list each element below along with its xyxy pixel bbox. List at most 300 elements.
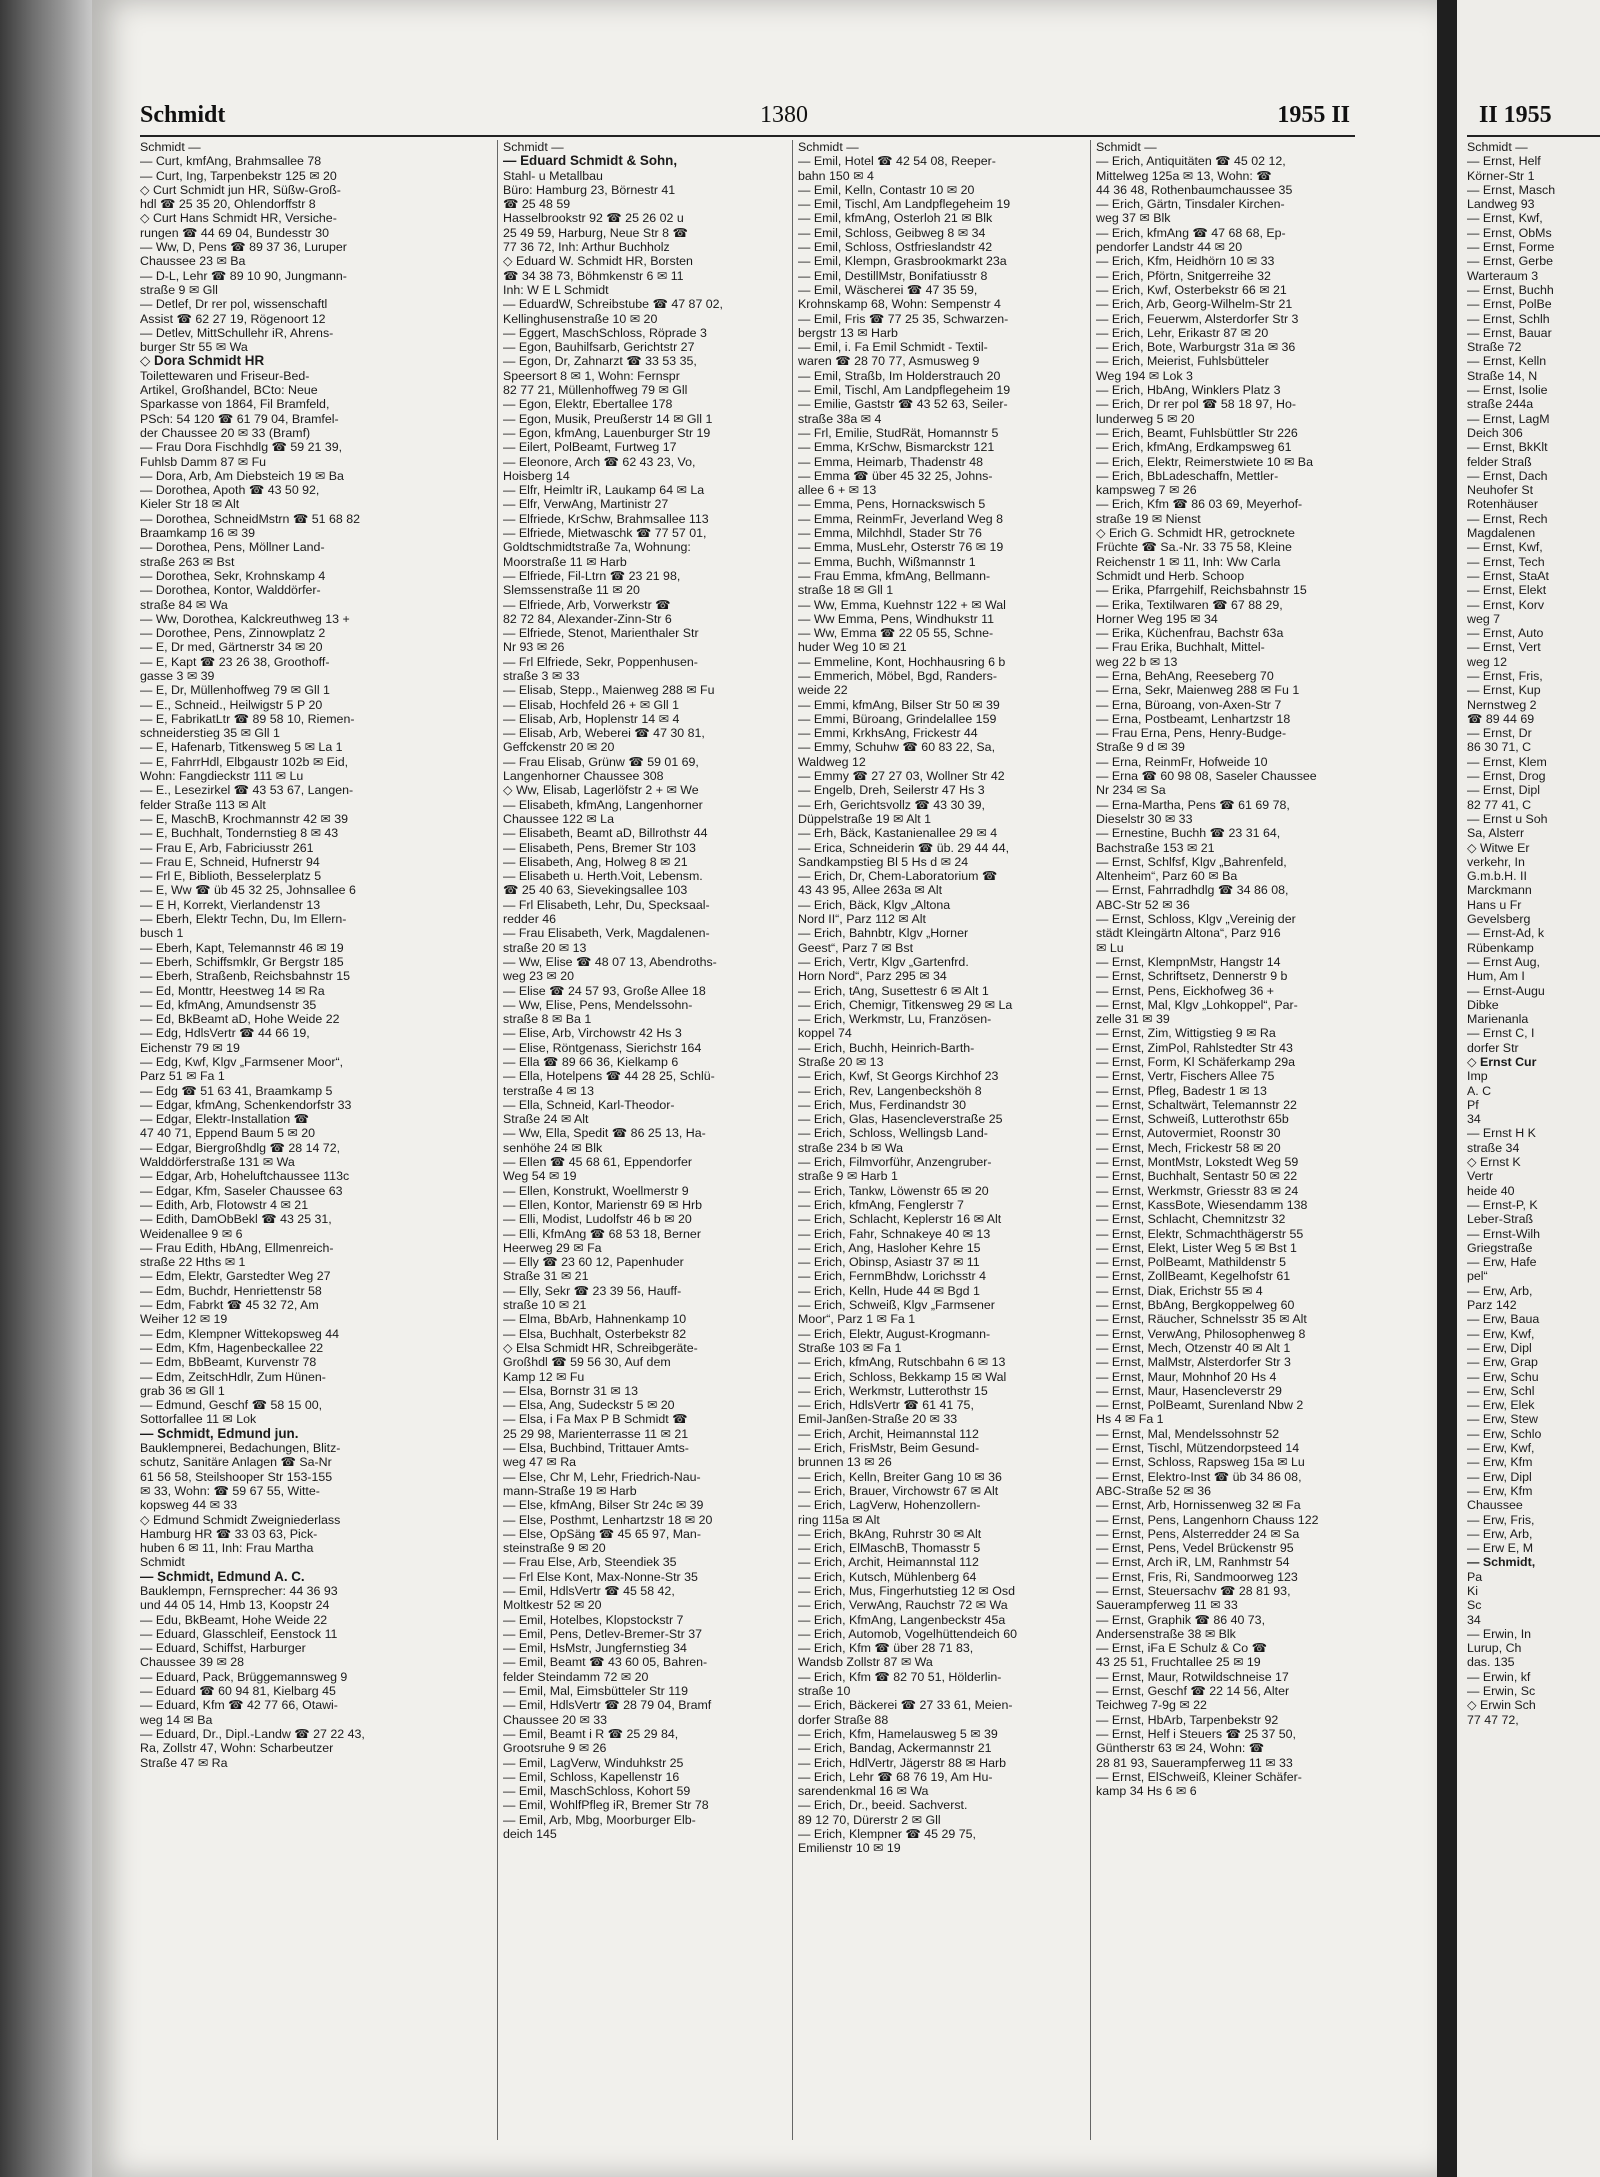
directory-entry-line: burger Str 55 ✉ Wa [140, 340, 248, 355]
directory-entry-line: ◇ Erwin Sch [1467, 1698, 1536, 1713]
directory-entry-line: — Schmidt, Edmund A. C. [140, 1569, 305, 1584]
directory-entry-line: Dibke [1467, 997, 1499, 1012]
directory-entry-line: Pa [1467, 1569, 1483, 1584]
directory-entry-line: — Ernst, Mal, Mendelssohnstr 52 [1096, 1426, 1280, 1441]
directory-entry-line: rungen ☎ 44 69 04, Bundesstr 30 [140, 225, 330, 240]
directory-entry-line: felder Straß [1467, 454, 1532, 469]
directory-entry-line: — Erich, tAng, Susettestr 6 ✉ Alt 1 [798, 983, 989, 998]
directory-entry-line: — Ernst, KlempnMstr, Hangstr 14 [1096, 954, 1281, 969]
directory-entry-line: G.m.b.H. II [1467, 869, 1527, 884]
directory-entry-line: A. C [1467, 1083, 1492, 1098]
page-gutter [1437, 0, 1457, 2177]
directory-entry-line: — Ernst, Tischl, Mützendorpsteed 14 [1096, 1441, 1300, 1456]
directory-entry-line: Kamp 12 ✉ Fu [503, 1369, 585, 1384]
directory-entry-line: — Ernst, Schriftsetz, Dennerstr 9 b [1096, 969, 1288, 984]
directory-entry-line: Chaussee [1467, 1498, 1523, 1513]
directory-entry-line: — Edmund, Geschf ☎ 58 15 00, [140, 1398, 323, 1413]
directory-entry-line: — Emmy ☎ 27 27 03, Wollner Str 42 [798, 769, 1005, 784]
directory-entry-line: ✉ 33, Wohn: ☎ 59 67 55, Witte- [140, 1483, 320, 1498]
directory-entry-line: — Dorothea, Sekr, Krohnskamp 4 [140, 568, 326, 583]
directory-entry-line: — Emil, Pens, Detlev-Bremer-Str 37 [503, 1626, 702, 1641]
header-surname: Schmidt [140, 102, 226, 128]
directory-entry-line: — Ernst, Pens, Vedel Brückenstr 95 [1096, 1541, 1294, 1556]
directory-entry-line: ◇ Ernst Cur [1467, 1055, 1537, 1069]
directory-entry-line: Straße 20 ✉ 13 [798, 1055, 884, 1069]
directory-entry-line: — Erich, FrisMstr, Beim Gesund- [798, 1441, 980, 1456]
directory-entry-line: — Erika, Textilwaren ☎ 67 88 29, [1096, 597, 1283, 612]
directory-entry-line: — Erich, HbAng, Winklers Platz 3 [1096, 383, 1281, 398]
directory-entry-line: — Emil, Straßb, Im Holderstrauch 20 [798, 368, 1001, 383]
directory-entry-line: — Elisab, Hochfeld 26 + ✉ Gll 1 [503, 697, 680, 712]
directory-entry-line: Büro: Hamburg 23, Börnestr 41 [503, 182, 676, 197]
directory-entry-line: — Ernst-Ad, k [1467, 926, 1545, 941]
directory-entry-line: — Emil, Arb, Mbg, Moorburger Elb- [503, 1812, 696, 1827]
directory-entry-line: Chaussee 23 ✉ Ba [140, 254, 246, 269]
directory-entry-line: — Erich, Werkmstr, Lu, Französen- [798, 1012, 992, 1027]
directory-entry-line: Vertr [1467, 1169, 1494, 1184]
directory-entry-line: — Edm, Klempner Wittekopsweg 44 [140, 1326, 340, 1341]
directory-entry-line: Magdalenen [1467, 526, 1536, 541]
directory-entry-line: huder Weg 10 ✉ 21 [798, 640, 907, 655]
directory-entry-line: — Erwin, kf [1467, 1669, 1531, 1684]
directory-entry-line: — Elisab, Stepp., Maienweg 288 ✉ Fu [503, 683, 715, 698]
directory-entry-line: 43 25 51, Fruchtallee 25 ✉ 19 [1096, 1655, 1261, 1670]
directory-entry-line: — Emil, LagVerw, Winduhkstr 25 [503, 1755, 684, 1770]
directory-column-1 [140, 140, 485, 2160]
directory-entry-line: — Erich, Kwf, St Georgs Kirchhof 23 [798, 1069, 999, 1084]
directory-entry-line: Imp [1467, 1069, 1488, 1084]
directory-entry-line: — Ernst, ElSchweiß, Kleiner Schäfer- [1096, 1769, 1302, 1784]
directory-entry-line: — Ernst, Auto [1467, 626, 1544, 641]
directory-entry-line: — Erich, Bote, Warburgstr 31a ✉ 36 [1096, 340, 1296, 355]
directory-entry-line: — Edm, Fabrkt ☎ 45 32 72, Am [140, 1298, 319, 1313]
directory-entry-line: 89 12 70, Dürerstr 2 ✉ Gll [798, 1812, 941, 1827]
directory-entry-line: — Dorothea, Apoth ☎ 43 50 92, [140, 483, 320, 498]
directory-entry-line: weg 14 ✉ Ba [140, 1712, 213, 1727]
directory-entry-line: — Erna, Büroang, von-Axen-Str 7 [1096, 697, 1282, 712]
directory-entry-line: — Erich, Archit, Heimannstal 112 [798, 1555, 979, 1570]
directory-entry-line: — E, Dr, Müllenhoffweg 79 ✉ Gll 1 [140, 683, 330, 698]
directory-entry-line: — Ernst, Diak, Erichstr 55 ✉ 4 [1096, 1283, 1263, 1298]
directory-entry-line: Nord II“, Parz 112 ✉ Alt [798, 912, 926, 927]
directory-entry-line: Heerweg 29 ✉ Fa [503, 1240, 602, 1255]
directory-entry-line: Hamburg HR ☎ 33 03 63, Pick- [140, 1526, 318, 1541]
directory-entry-line: — Erich, Schloss, Bekkamp 15 ✉ Wal [798, 1369, 1007, 1384]
directory-entry-line: — Erich, Archit, Heimannstal 112 [798, 1426, 979, 1441]
directory-entry-line: — Ww, D, Pens ☎ 89 37 36, Luruper [140, 240, 347, 255]
directory-entry-line: senhöhe 24 ✉ Blk [503, 1140, 603, 1155]
directory-entry-line: — Ernst, Masch [1467, 182, 1556, 197]
directory-entry-line: — Erh, Gerichtsvollz ☎ 43 30 39, [798, 797, 985, 812]
directory-entry-line: — Erich, Obinsp, Asiastr 37 ✉ 11 [798, 1255, 980, 1270]
directory-entry-line: Marckmann [1467, 883, 1532, 898]
directory-entry-line: bahn 150 ✉ 4 [798, 168, 874, 183]
directory-entry-line: — Edg ☎ 51 63 41, Braamkamp 5 [140, 1083, 333, 1098]
directory-entry-line: — Ernst, Steuersachv ☎ 28 81 93, [1096, 1583, 1291, 1598]
directory-entry-line: Weg 54 ✉ 19 [503, 1169, 577, 1184]
directory-entry-line: — Edith, DamObBekl ☎ 43 25 31, [140, 1212, 332, 1227]
directory-entry-line: — Schmidt, Edmund jun. [140, 1426, 299, 1441]
directory-entry-line: straße 20 ✉ 13 [503, 940, 587, 955]
directory-entry-line: — Ernst, Gerbe [1467, 254, 1554, 269]
directory-entry-line: weide 22 [798, 683, 848, 698]
directory-entry-line: ☎ 25 40 63, Sievekingsallee 103 [503, 883, 688, 898]
directory-entry-line: Bauklempn, Fernsprecher: 44 36 93 [140, 1583, 338, 1598]
directory-entry-line: straße 3 ✉ 33 [503, 668, 580, 683]
directory-entry-line: Straße 72 [1467, 340, 1522, 355]
directory-entry-line: — Erw, Arb, [1467, 1526, 1533, 1541]
directory-entry-line: — Erich, Chemigr, Titkensweg 29 ✉ La [798, 997, 1013, 1012]
directory-entry-line: — Erich, Kwf, Osterbekstr 66 ✉ 21 [1096, 282, 1287, 297]
directory-entry-line: — E, Ww ☎ üb 45 32 25, Johnsallee 6 [140, 883, 356, 898]
directory-entry-line: Sparkasse von 1864, Fil Bramfeld, [140, 397, 330, 412]
directory-entry-line: — Ella, Hotelpens ☎ 44 28 25, Schlü- [503, 1069, 715, 1084]
directory-entry-line: — Erich, Beamt, Fuhlsbüttler Str 226 [1096, 425, 1298, 440]
directory-entry-line: — Ww, Emma ☎ 22 05 55, Schne- [798, 626, 994, 641]
directory-entry-line: — Frau Edith, HbAng, Ellmenreich- [140, 1240, 334, 1255]
directory-entry-line: pendorfer Landstr 44 ✉ 20 [1096, 240, 1243, 255]
directory-entry-line: — Ernst, Isolie [1467, 383, 1548, 398]
directory-entry-line: — Ernst, Kwf, [1467, 540, 1543, 555]
directory-entry-line: — Ernst, Elektr, Schmachthägerstr 55 [1096, 1226, 1304, 1241]
directory-entry-line: — Emma ☎ über 45 32 25, Johns- [798, 468, 993, 483]
directory-entry-line: hdl ☎ 25 35 20, Ohlendorffstr 8 [140, 197, 316, 212]
directory-entry-line: Kieler Str 18 ✉ Alt [140, 497, 240, 512]
directory-entry-line: Sottorfallee 11 ✉ Lok [140, 1412, 257, 1427]
directory-entry-line: — Ernst, Drog [1467, 769, 1546, 784]
directory-entry-line: — E, FahrrHdl, Elbgaustr 102b ✉ Eid, [140, 754, 349, 769]
directory-entry-line: — Ernst, Pens, Alsterredder 24 ✉ Sa [1096, 1526, 1300, 1541]
directory-entry-line: — Ernst, Helf [1467, 154, 1541, 169]
directory-entry-line: — Ed, kfmAng, Amundsenstr 35 [140, 997, 317, 1012]
directory-entry-line: koppel 74 [798, 1026, 852, 1041]
directory-entry-line: — E, Kapt ☎ 23 26 38, Groothoff- [140, 654, 330, 669]
directory-entry-line: — D-L, Lehr ☎ 89 10 90, Jungmann- [140, 268, 347, 283]
directory-entry-line: straße 19 ✉ Nienst [1096, 511, 1201, 526]
directory-entry-line: — E, Dr med, Gärtnerstr 34 ✉ 20 [140, 640, 323, 655]
directory-entry-line: Schmidt — [140, 140, 201, 154]
directory-entry-line: Wohn: Fangdieckstr 111 ✉ Lu [140, 769, 304, 784]
directory-entry-line: 47 40 71, Eppend Baum 5 ✉ 20 [140, 1126, 316, 1141]
directory-entry-line: 61 56 58, Steilshooper Str 153-155 [140, 1469, 333, 1484]
directory-entry-line: kopsweg 44 ✉ 33 [140, 1498, 238, 1513]
directory-entry-line: — Erich, BbLadeschaffn, Mettler- [1096, 468, 1279, 483]
directory-entry-line: — Frau Else, Arb, Steendiek 35 [503, 1555, 677, 1570]
directory-entry-line: straße 84 ✉ Wa [140, 597, 228, 612]
directory-entry-line: — Frau E, Schneid, Hufnerstr 94 [140, 854, 320, 869]
directory-entry-line: — Erich, Kfm ☎ über 28 71 83, [798, 1641, 974, 1656]
directory-entry-line: Walddörferstraße 131 ✉ Wa [140, 1155, 295, 1170]
directory-entry-line: — Edith, Arb, Flotowstr 4 ✉ 21 [140, 1197, 309, 1212]
directory-entry-line: schutz, Sanitäre Anlagen ☎ Sa-Nr [140, 1455, 332, 1470]
directory-entry-line: — Erich, Lehr ☎ 68 76 19, Am Hu- [798, 1769, 993, 1784]
directory-entry-line: der Chaussee 20 ✉ 33 (Bramf) [140, 425, 311, 440]
directory-entry-line: dorfer Str [1467, 1040, 1519, 1055]
directory-entry-line: Dieselstr 30 ✉ 33 [1096, 811, 1193, 826]
directory-entry-line: — Erica, Schneiderin ☎ üb. 29 44 44, [798, 840, 1010, 855]
directory-entry-line: — Ella ☎ 89 66 36, Kielkamp 6 [503, 1055, 679, 1069]
directory-entry-line: Rübenkamp [1467, 940, 1534, 955]
directory-entry-line: — Egon, kfmAng, Lauenburger Str 19 [503, 425, 711, 440]
directory-entry-line: — E., Schneid., Heilwigstr 5 P 20 [140, 697, 323, 712]
directory-entry-line: straße 18 ✉ Gll 1 [798, 583, 894, 598]
directory-column-4 [1096, 140, 1374, 2160]
directory-entry-line: — Eduard Schmidt & Sohn, [503, 154, 678, 169]
directory-entry-line: — Ernst-Wilh [1467, 1226, 1540, 1241]
directory-entry-line: — Dorothea, Pens, Möllner Land- [140, 540, 325, 555]
directory-entry-line: Schmidt — [798, 140, 859, 154]
directory-entry-line: — Emil, DestillMstr, Bonifatiusstr 8 [798, 268, 988, 283]
directory-entry-line: weg 7 [1467, 611, 1501, 626]
directory-entry-line: — Ernst, PolBe [1467, 297, 1552, 312]
directory-entry-line: 34 [1467, 1612, 1481, 1627]
directory-entry-line: — Elisabeth, Pens, Bremer Str 103 [503, 840, 696, 855]
directory-entry-line: Parz 51 ✉ Fa 1 [140, 1069, 225, 1084]
directory-entry-line: — Eduard, Kfm ☎ 42 77 66, Otawi- [140, 1698, 338, 1713]
directory-entry-line: — Ernst, Arch iR, LM, Ranhmstr 54 [1096, 1555, 1290, 1570]
directory-entry-line: verkehr, In [1467, 854, 1525, 869]
directory-entry-line: straße 10 ✉ 21 [503, 1298, 587, 1313]
directory-entry-line: Nernstweg 2 [1467, 697, 1537, 712]
directory-entry-line: — Ernst, Fris, [1467, 668, 1543, 683]
directory-entry-line: Marienanla [1467, 1012, 1529, 1027]
directory-entry-line: — Erich, Arb, Georg-Wilhelm-Str 21 [1096, 297, 1293, 312]
directory-entry-line: — Ernst, Graphik ☎ 86 40 73, [1096, 1612, 1266, 1627]
directory-entry-line: — Erich, Bäckerei ☎ 27 33 61, Meien- [798, 1698, 1013, 1713]
directory-entry-line: — Emil, HdlsVertr ☎ 45 58 42, [503, 1583, 675, 1598]
directory-entry-line: — Ernst, BkKlt [1467, 440, 1548, 455]
directory-entry-line: — Erw, Kwf, [1467, 1326, 1535, 1341]
page-header [140, 102, 1350, 136]
directory-entry-line: — Ernst-P, K [1467, 1197, 1538, 1212]
directory-entry-line: weg 47 ✉ Ra [503, 1455, 577, 1470]
directory-entry-line: — Egon, Elektr, Ebertallee 178 [503, 397, 673, 412]
directory-entry-line: — Frl E, Biblioth, Besselerplatz 5 [140, 869, 322, 884]
directory-entry-line: — Erika, Küchenfrau, Bachstr 63a [1096, 626, 1284, 641]
directory-entry-line: — Emilie, Gaststr ☎ 43 52 63, Seiler- [798, 397, 1008, 412]
directory-entry-line: — Eilert, PolBeamt, Furtweg 17 [503, 440, 677, 455]
directory-entry-line: — E H, Korrekt, Vierlandenstr 13 [140, 897, 321, 912]
directory-entry-line: — Elisabeth, Ang, Holweg 8 ✉ 21 [503, 854, 688, 869]
directory-entry-line: — Erich, Kelln, Hude 44 ✉ Bgd 1 [798, 1283, 980, 1298]
directory-entry-line: — Detlef, Dr rer pol, wissenschaftl [140, 297, 328, 312]
column-divider [497, 140, 498, 2140]
directory-entry-line: Weidenallee 9 ✉ 6 [140, 1226, 243, 1241]
directory-entry-line: — Ernst, Kup [1467, 683, 1541, 698]
directory-entry-line: Parz 142 [1467, 1298, 1517, 1313]
directory-entry-line: — Erw, Arb, [1467, 1283, 1533, 1298]
directory-entry-line: steinstraße 9 ✉ 20 [503, 1541, 606, 1556]
directory-entry-line: Bauklempnerei, Bedachungen, Blitz- [140, 1441, 341, 1456]
directory-entry-line: Hum, Am I [1467, 969, 1525, 984]
directory-entry-line: — Eduard, Dr., Dipl.-Landw ☎ 27 22 43, [140, 1726, 365, 1741]
directory-entry-line: Eichenstr 79 ✉ 19 [140, 1040, 240, 1055]
directory-entry-line: Pf [1467, 1097, 1479, 1112]
directory-entry-line: — Eberh, Schiffsmklr, Gr Bergstr 185 [140, 954, 344, 969]
directory-entry-line: — Edgar, Arb, Hoheluftchaussee 113c [140, 1169, 350, 1184]
directory-entry-line: Chaussee 20 ✉ 33 [503, 1712, 608, 1727]
directory-entry-line: Schmidt — [1096, 140, 1157, 154]
directory-entry-line: — Erna, Sekr, Maienweg 288 ✉ Fu 1 [1096, 683, 1300, 698]
directory-entry-line: — Erich, Glas, Hasencleverstraße 25 [798, 1112, 1003, 1127]
directory-entry-line: — Erich, ElMaschB, Thomasstr 5 [798, 1541, 981, 1556]
directory-entry-line: — Emil, MaschSchloss, Kohort 59 [503, 1784, 691, 1799]
directory-entry-line: — Erich, Elektr, August-Krogmann- [798, 1326, 991, 1341]
directory-entry-line: — Ernst, ZimPol, Rahlstedter Str 43 [1096, 1040, 1293, 1055]
directory-entry-line: terstraße 4 ✉ 13 [503, 1083, 594, 1098]
directory-entry-line: schneiderstieg 35 ✉ Gll 1 [140, 726, 280, 741]
directory-entry-line: sarendenkmal 16 ✉ Wa [798, 1784, 929, 1799]
directory-entry-line: — Emma, KrSchw, Bismarckstr 121 [798, 440, 995, 455]
directory-entry-line: — Elsa, i Fa Max P B Schmidt ☎ [503, 1412, 688, 1427]
directory-entry-line: — Elisab, Arb, Weberei ☎ 47 30 81, [503, 726, 705, 741]
directory-entry-line: ABC-Str 52 ✉ 36 [1096, 897, 1190, 912]
directory-entry-line: — Erich, Mus, Ferdinandstr 30 [798, 1097, 967, 1112]
directory-entry-line: — Curt, Ing, Tarpenbekstr 125 ✉ 20 [140, 168, 337, 183]
directory-entry-line: — Erwin, Sc [1467, 1684, 1536, 1699]
directory-entry-line: Rotenhäuser [1467, 497, 1538, 512]
directory-entry-line: — Ernst, Schloss, Klgv „Vereinig der [1096, 912, 1296, 927]
directory-entry-line: Straße 103 ✉ Fa 1 [798, 1340, 902, 1355]
directory-entry-line: 43 43 95, Allee 263a ✉ Alt [798, 883, 943, 898]
directory-entry-line: Sandkampstieg Bl 5 Hs d ✉ 24 [798, 854, 969, 869]
directory-entry-line: — Egon, Bauhilfsarb, Gerichtstr 27 [503, 340, 695, 355]
directory-entry-line: — Ernst, Bauar [1467, 325, 1552, 340]
directory-entry-line: — Erw, Baua [1467, 1312, 1540, 1327]
directory-entry-line: — Ed, Monttr, Heestweg 14 ✉ Ra [140, 983, 325, 998]
directory-entry-line: — Frau E, Arb, Fabriciusstr 261 [140, 840, 314, 855]
directory-entry-line: — Erw, Grap [1467, 1355, 1538, 1370]
directory-entry-line: — Ernst, Schlfsf, Klgv „Bahrenfeld, [1096, 854, 1287, 869]
directory-entry-line: — Ernst, Elekt, Lister Weg 5 ✉ Bst 1 [1096, 1240, 1297, 1255]
directory-entry-line: — Ernst, Autovermiet, Roonstr 30 [1096, 1126, 1281, 1141]
directory-entry-line: — Erika, Pfarrgehilf, Reichsbahnstr 15 [1096, 583, 1307, 598]
directory-entry-line: — Elli, Modist, Ludolfstr 46 b ✉ 20 [503, 1212, 692, 1227]
directory-entry-line: Altenheim“, Parz 60 ✉ Ba [1096, 869, 1238, 884]
directory-entry-line: — Ernst, Elekt [1467, 583, 1547, 598]
directory-entry-line: — Ernst, Buchh [1467, 282, 1554, 297]
directory-entry-line: — Ernst, ZollBeamt, Kegelhofstr 61 [1096, 1269, 1291, 1284]
directory-entry-line: — Erich, Vertr, Klgv „Gartenfrd. [798, 954, 969, 969]
directory-entry-line: — Erich, Kfm, Heidhörn 10 ✉ 33 [1096, 254, 1275, 269]
directory-entry-line: — Dorothea, Kontor, Walddörfer- [140, 583, 321, 598]
directory-entry-line: — Ernst, Elektro-Inst ☎ üb 34 86 08, [1096, 1469, 1302, 1484]
directory-entry-line: straße 22 Hths ✉ 1 [140, 1255, 246, 1270]
next-page-fragment [1457, 0, 1600, 2177]
directory-entry-line: — Erich, Kutsch, Mühlenberg 64 [798, 1569, 977, 1584]
directory-entry-line: Nr 93 ✉ 26 [503, 640, 565, 655]
directory-entry-line: — Egon, Dr, Zahnarzt ☎ 33 53 35, [503, 354, 697, 369]
directory-entry-line: — Ernst, Pens, Langenhorn Chauss 122 [1096, 1512, 1319, 1527]
directory-entry-line: — Erna, ReinmFr, Hofweide 10 [1096, 754, 1268, 769]
directory-entry-line: — Erich, kfmAng, Erdkampsweg 61 [1096, 440, 1292, 455]
directory-entry-line: — Ww, Elise, Pens, Mendelssohn- [503, 997, 693, 1012]
directory-entry-line: Deich 306 [1467, 425, 1523, 440]
directory-entry-line: — Erich, BkAng, Ruhrstr 30 ✉ Alt [798, 1526, 982, 1541]
directory-entry-line: — Eduard, Pack, Brüggemannsweg 9 [140, 1669, 348, 1684]
directory-entry-line: — Egon, Musik, Preußerstr 14 ✉ Gll 1 [503, 411, 713, 426]
directory-entry-line: straße 9 ✉ Harb 1 [798, 1169, 898, 1184]
directory-entry-line: ☎ 89 44 69 [1467, 711, 1535, 726]
directory-entry-line: — Edg, HdlsVertr ☎ 44 66 19, [140, 1026, 310, 1041]
directory-entry-line: felder Straße 113 ✉ Alt [140, 797, 266, 812]
directory-entry-line: — Ernst, KassBote, Wiesendamm 138 [1096, 1197, 1308, 1212]
directory-entry-line: — Ww, Emma, Kuehnstr 122 + ✉ Wal [798, 597, 1006, 612]
directory-entry-line: — Elsa, Bornstr 31 ✉ 13 [503, 1383, 639, 1398]
directory-entry-line: straße 34 [1467, 1140, 1520, 1155]
directory-entry-line: Waldweg 12 [798, 754, 866, 769]
directory-entry-line: Chaussee 39 ✉ 28 [140, 1655, 245, 1670]
directory-entry-line: — Edgar, Kfm, Saseler Chaussee 63 [140, 1183, 343, 1198]
directory-entry-line: — Ernst, Mech, Frickestr 58 ✉ 20 [1096, 1140, 1281, 1155]
directory-entry-line: — Ww, Ella, Spedit ☎ 86 25 13, Ha- [503, 1126, 706, 1141]
directory-entry-line: — Emma, ReinmFr, Jeverland Weg 8 [798, 511, 1003, 526]
directory-entry-line: — Erich, Kfm ☎ 82 70 51, Hölderlin- [798, 1669, 1002, 1684]
directory-entry-line: — Else, kfmAng, Bilser Str 24c ✉ 39 [503, 1498, 704, 1513]
directory-entry-line: — Ernst, BbAng, Bergkoppelweg 60 [1096, 1298, 1295, 1313]
directory-entry-line: — Elisabeth, kfmAng, Langenhorner [503, 797, 703, 812]
directory-entry-line: kamp 34 Hs 6 ✉ 6 [1096, 1784, 1197, 1799]
directory-entry-line: — Ernst C, I [1467, 1026, 1535, 1041]
directory-entry-line: — Elfriede, Arb, Vorwerkstr ☎ [503, 597, 671, 612]
directory-entry-line: — Erw, Dipl [1467, 1469, 1532, 1484]
directory-entry-line: — Emmi, Büroang, Grindelallee 159 [798, 711, 997, 726]
directory-entry-line: allee 6 + ✉ 13 [798, 483, 877, 498]
directory-entry-line: — Edm, Elektr, Garstedter Weg 27 [140, 1269, 331, 1284]
directory-entry-line: — Erich, Brauer, Virchowstr 67 ✉ Alt [798, 1483, 999, 1498]
directory-entry-line: — E, Hafenarb, Titkensweg 5 ✉ La 1 [140, 740, 343, 755]
directory-entry-line: ☎ 34 38 73, Böhmkenstr 6 ✉ 11 [503, 268, 684, 283]
directory-entry-line: ring 115a ✉ Alt [798, 1512, 880, 1527]
directory-entry-line: ◇ Edmund Schmidt Zweigniederlass [140, 1512, 341, 1527]
directory-entry-line: felder Steindamm 72 ✉ 20 [503, 1669, 649, 1684]
directory-entry-line: städt Kleingärtn Altona“, Parz 916 [1096, 926, 1281, 941]
directory-entry-line: Moorstraße 11 ✉ Harb [503, 554, 627, 569]
directory-entry-line: Horn Nord“, Parz 295 ✉ 34 [798, 969, 947, 984]
directory-entry-line: Schmidt — [503, 140, 564, 154]
directory-entry-line: — Erich, Antiquitäten ☎ 45 02 12, [1096, 154, 1286, 169]
directory-entry-line: — Erich, Dr rer pol ☎ 58 18 97, Ho- [1096, 397, 1296, 412]
directory-entry-line: ◇ Eduard W. Schmidt HR, Borsten [503, 254, 693, 269]
directory-entry-line: Straße 14, N [1467, 368, 1538, 383]
directory-entry-line: — Ernst, LagM [1467, 411, 1550, 426]
directory-entry-line: — Ernst, Schlacht, Chemnitzstr 32 [1096, 1212, 1286, 1227]
directory-entry-line: — Ed, BkBeamt aD, Hohe Weide 22 [140, 1012, 340, 1027]
directory-entry-line: Mittelweg 125a ✉ 13, Wohn: ☎ [1096, 168, 1272, 183]
directory-entry-line: — Ernst, Maur, Rotwildschneise 17 [1096, 1669, 1289, 1684]
directory-entry-line: ◇ Curt Hans Schmidt HR, Versiche- [140, 211, 337, 226]
directory-entry-line: — Ernst, HbArb, Tarpenbekstr 92 [1096, 1712, 1279, 1727]
directory-entry-line: — Edgar, kfmAng, Schenkendorfstr 33 [140, 1097, 352, 1112]
directory-entry-line: — Elli, KfmAng ☎ 68 53 18, Berner [503, 1226, 701, 1241]
directory-entry-line: waren ☎ 28 70 77, Asmusweg 9 [798, 354, 980, 369]
directory-entry-line: — Dora, Arb, Am Diebsteich 19 ✉ Ba [140, 468, 344, 483]
directory-entry-line: Lurup, Ch [1467, 1641, 1522, 1656]
directory-entry-line: — Erich, FernmBhdw, Lorichsstr 4 [798, 1269, 986, 1284]
directory-entry-line: — Elfriede, Fil-Ltrn ☎ 23 21 98, [503, 568, 681, 583]
directory-entry-line: — Ernst, Schlh [1467, 311, 1550, 326]
directory-entry-line: Schmidt und Herb. Schoop [1096, 568, 1245, 583]
directory-entry-line: das. 135 [1467, 1655, 1515, 1670]
directory-entry-line: ◇ Witwe Er [1467, 840, 1530, 855]
directory-entry-line: Teichweg 7-9g ✉ 22 [1096, 1698, 1207, 1713]
directory-entry-line: lunderweg 5 ✉ 20 [1096, 411, 1195, 426]
directory-entry-line: Neuhofer St [1467, 483, 1534, 498]
directory-entry-line: Güntherstr 63 ✉ 24, Wohn: ☎ [1096, 1741, 1265, 1756]
directory-entry-line: — Erich, Pförtn, Snitgerreihe 32 [1096, 268, 1271, 283]
directory-entry-line: ☎ 25 48 59 [503, 197, 571, 212]
directory-entry-line: — Erich, kfmAng ☎ 47 68 68, Ep- [1096, 225, 1286, 240]
